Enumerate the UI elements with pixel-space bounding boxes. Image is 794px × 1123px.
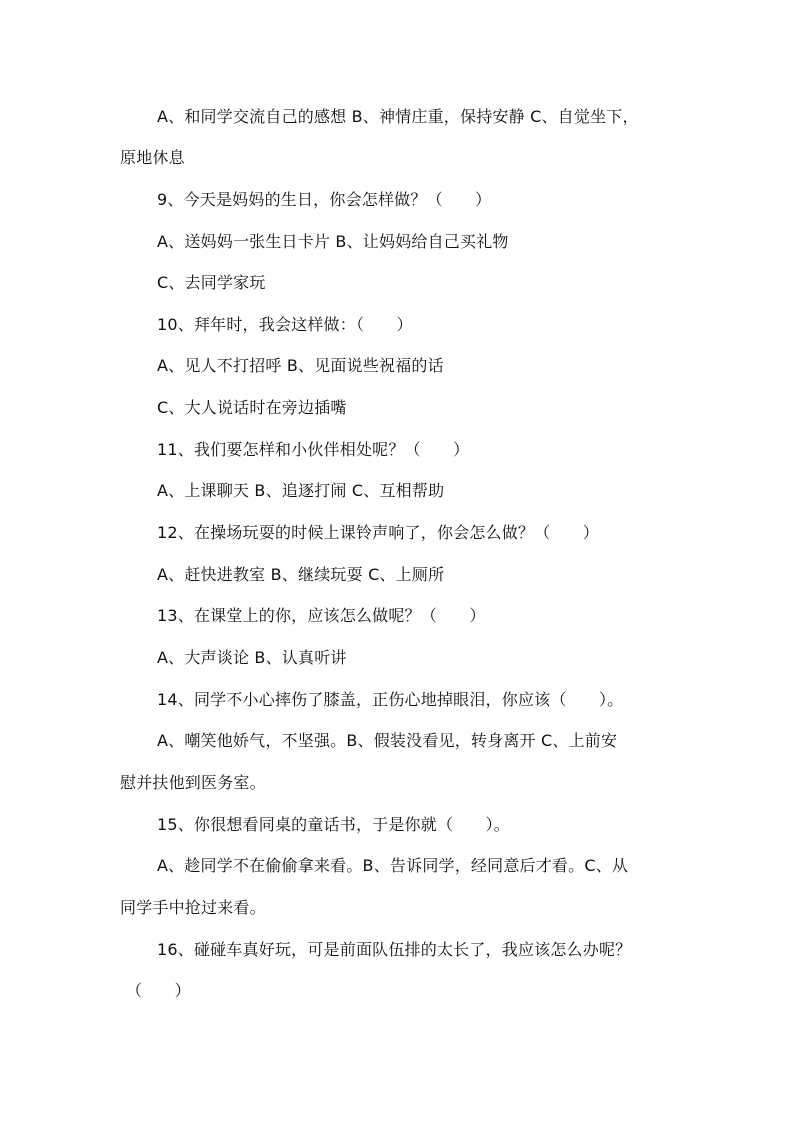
q11-options: A、上课聊天 B、追逐打闹 C、互相帮助 — [157, 481, 445, 500]
q14-options-line1: A、嘲笑他娇气，不坚强。B、假装没看见，转身离开 C、上前安 — [157, 731, 618, 750]
q14-question: 14、同学不小心摔伤了膝盖，正伤心地掉眼泪，你应该（ ）。 — [157, 690, 624, 709]
q16-question-line2: （ ） — [126, 981, 191, 1000]
q8-options-line1: A、和同学交流自己的感想 B、神情庄重，保持安静 C、自觉坐下， — [157, 107, 639, 126]
q8-options-line2: 原地休息 — [120, 148, 185, 167]
q12-options: A、赶快进教室 B、继续玩耍 C、上厕所 — [157, 565, 445, 584]
q14-options-line2: 慰并扶他到医务室。 — [120, 773, 266, 792]
q10-options-line1: A、见人不打招呼 B、见面说些祝福的话 — [157, 356, 444, 375]
q15-options-line1: A、趁同学不在偷偷拿来看。B、告诉同学，经同意后才看。C、从 — [157, 856, 629, 875]
q13-question: 13、在课堂上的你，应该怎么做呢？（ ） — [157, 606, 486, 625]
q11-question: 11、我们要怎样和小伙伴相处呢？（ ） — [157, 440, 470, 459]
q9-options-line2: C、去同学家玩 — [157, 273, 266, 292]
q15-options-line2: 同学手中抢过来看。 — [120, 898, 266, 917]
q15-question: 15、你很想看同桌的童话书，于是你就（ ）。 — [157, 815, 510, 834]
q9-question: 9、今天是妈妈的生日，你会怎样做？（ ） — [157, 190, 492, 209]
q9-options-line1: A、送妈妈一张生日卡片 B、让妈妈给自己买礼物 — [157, 232, 509, 251]
q16-question-line1: 16、碰碰车真好玩，可是前面队伍排的太长了，我应该怎么办呢？ — [157, 940, 632, 959]
q13-options: A、大声谈论 B、认真听讲 — [157, 648, 347, 667]
q10-question: 10、拜年时，我会这样做：（ ） — [157, 315, 413, 334]
q12-question: 12、在操场玩耍的时候上课铃声响了，你会怎么做？（ ） — [157, 523, 599, 542]
q10-options-line2: C、大人说话时在旁边插嘴 — [157, 398, 347, 417]
